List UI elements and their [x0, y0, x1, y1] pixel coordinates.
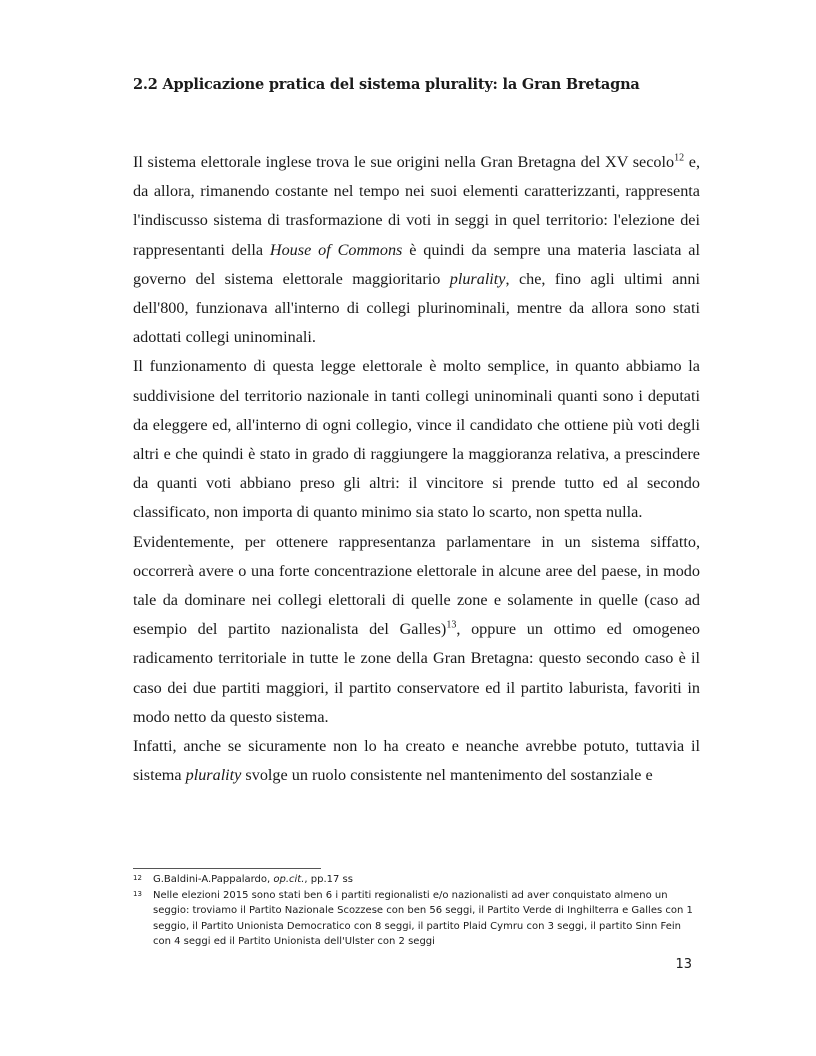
- paragraph-1: [133, 148, 700, 352]
- footnote-op-cit: op.cit.: [273, 874, 305, 885]
- footnotes: [133, 872, 698, 950]
- footnote-ref-12[interactable]: 12: [674, 152, 685, 164]
- paragraph-text: e, da allora, rimanendo costante nel tempo nei suoi elementi caratterizzanti, rappresenta l'indiscusso sistema di trasformazione di voti in seggi in quel territorio: l'elezione dei rappresentanti della: [133, 153, 701, 259]
- footnote-citation: G.Baldini-A.Pappalardo,: [153, 874, 274, 885]
- body-text: [133, 148, 700, 790]
- paragraph-2: Il funzionamento di questa legge elettorale è molto semplice, in quanto abbiamo la suddivisione del territorio nazionale in tanti collegi uninominali quanti sono i deputati da eleggere ed, all'interno di ogni collegio, vince il candidato che ottiene più voti degli altri e che quindi è stato in grado di raggiungere la maggioranza relativa, a prescindere da quanti voti abbiano preso gli altri: il vincitore si prende tutto ed al secondo classificato, non importa di quanto minimo sia stato lo scarto, non spetta nulla.: [133, 357, 700, 522]
- emphasis-house-of-commons: House of Commons: [269, 240, 403, 259]
- footnote-number: 12: [133, 874, 142, 882]
- footnote-ref-13[interactable]: 13: [446, 619, 457, 631]
- footnote-text: Nelle elezioni 2015 sono stati ben 6 i partiti regionalisti e/o nazionalisti ad aver conquistato almeno un seggio: troviamo il Partito Nazionale Scozzese con ben 56 seggi, il Partito Verde di Inghilterra e Galles con 1 seggio, il Partito Unionista Democratico con 8 seggi, il partito Plaid Cymru con 3 seggi, il partito Sinn Fein con 4 seggi ed il Partito Unionista dell'Ulster con 2 seggi: [153, 889, 693, 948]
- paragraph-text: , oppure un ottimo ed omogeneo radicamento territoriale in tutte le zone della Gran Bretagna: questo secondo caso è il caso dei due partiti maggiori, il partito conservatore ed il partito laburista, favoriti in modo netto da questo sistema.: [133, 620, 700, 726]
- section-heading: 2.2 Applicazione pratica del sistema plurality: la Gran Bretagna: [133, 76, 640, 93]
- page-number: 13: [675, 957, 692, 972]
- paragraph-3: [133, 528, 700, 732]
- paragraph-text: è quindi da sempre una materia lasciata al governo del sistema elettorale maggioritario: [133, 240, 700, 288]
- paragraph-text: Il sistema elettorale inglese trova le sue origini nella Gran Bretagna del XV secolo: [133, 153, 675, 171]
- footnote-pages: , pp.17 ss: [304, 874, 353, 885]
- footnote-number: 13: [133, 889, 142, 898]
- paragraph-text: svolge un ruolo consistente nel mantenimento del sostanziale e: [241, 766, 653, 785]
- emphasis-plurality: plurality: [449, 269, 506, 288]
- paragraph-text: Infatti, anche se sicuramente non lo ha creato e neanche avrebbe potuto, tuttavia il sistema: [133, 737, 700, 785]
- footnote-12: [133, 872, 698, 888]
- paragraph-text: , che, fino agli ultimi anni dell'800, funzionava all'interno di collegi plurinominali, mentre da allora sono stati adottati collegi uninominali.: [133, 269, 700, 347]
- footnote-separator: [133, 868, 321, 869]
- paragraph-text: Evidentemente, per ottenere rappresentanza parlamentare in un sistema siffatto, occorrerà avere o una forte concentrazione elettorale in alcune aree del paese, in modo tale da dominare nei collegi elettorali di quelle zone e solamente in quelle (caso ad esempio del partito nazionalista del Galles): [133, 532, 700, 639]
- footnote-13: [133, 888, 698, 950]
- paragraph-4: [133, 732, 700, 790]
- emphasis-plurality: plurality: [185, 766, 242, 785]
- footnote-text: [153, 872, 698, 888]
